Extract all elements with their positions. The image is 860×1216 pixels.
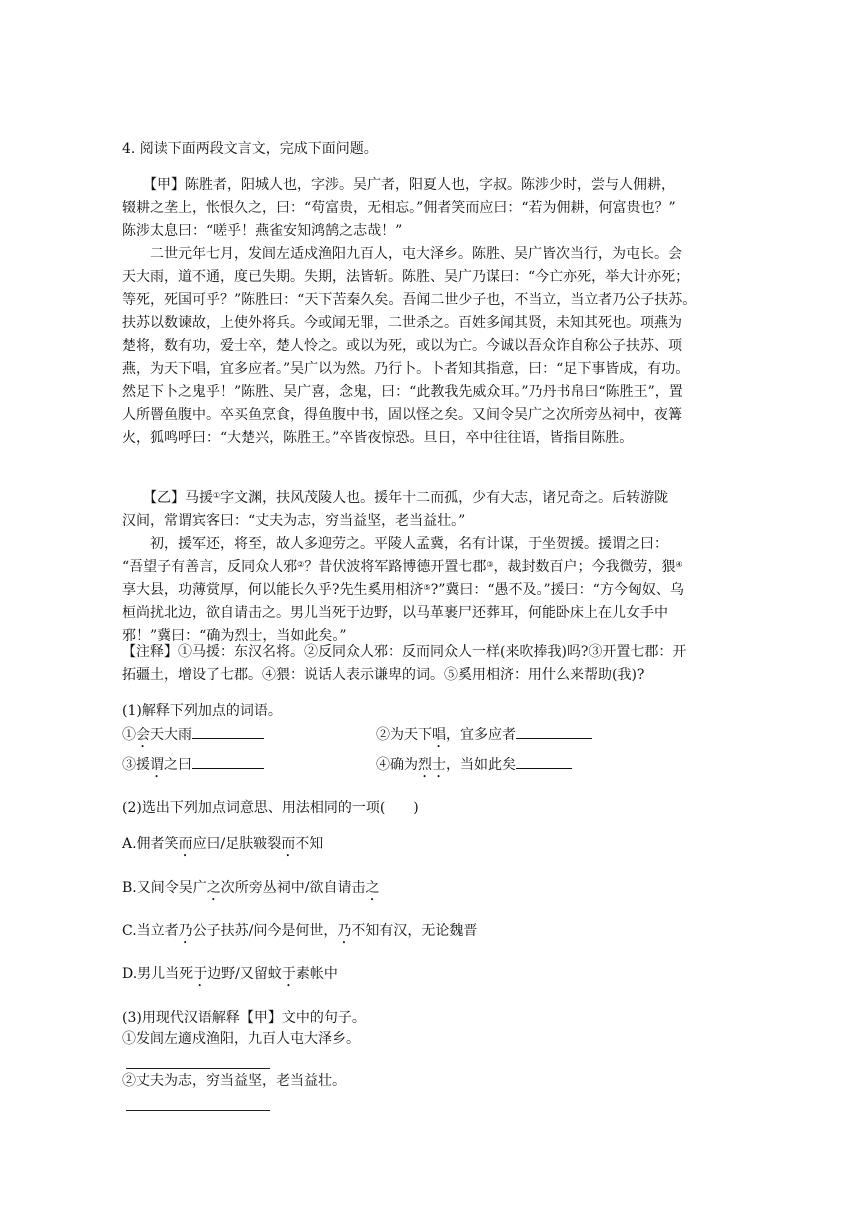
answer-line[interactable] xyxy=(126,1068,270,1069)
note-line: 【注释】①马援：东汉名将。②反同众人邪：反而同众人一样(来吹捧我)吗?③开置七郡：开 xyxy=(122,644,687,660)
question-title: 4. 阅读下面两段文言文，完成下面问题。 xyxy=(122,141,378,157)
passage-line: 桓尚扰北边，欲自请击之。男儿当死于边野，以马革裹尸还葬耳，何能卧床上在儿女手中 xyxy=(122,605,668,621)
answer-blank[interactable] xyxy=(516,754,572,769)
q2-title: (2)选出下列加点词意思、用法相同的一项( ) xyxy=(122,800,419,816)
passage-line: 汉间，常谓宾客曰：“丈夫为志，穷当益坚，老当益壮。” xyxy=(122,513,466,529)
q1-row-1 xyxy=(122,724,742,747)
dotted-word: 于 xyxy=(281,966,296,982)
note-line: 拓疆土，增设了七郡。④猥：说话人表示谦卑的词。⑤奚用相济：用什么来帮助(我)? xyxy=(122,667,645,683)
q3-title: (3)用现代汉语解释【甲】文中的句子。 xyxy=(122,1010,366,1026)
dotted-word: 烈士 xyxy=(418,757,446,773)
passage-line: 【乙】马援①字文渊，扶风茂陵人也。援年十二而孤，少有大志，诸兄奇之。后转游陇 xyxy=(122,490,669,506)
passage-line: 火，狐鸣呼曰：“大楚兴，陈胜王。”卒皆夜惊恐。旦日，卒中往往语，皆指目陈胜。 xyxy=(122,430,634,446)
q2-option-b[interactable]: B.又间令吴广之次所旁丛祠中/欲自请击之 xyxy=(122,880,380,896)
q1-item-c: ③援谓之曰 xyxy=(122,757,264,773)
annotation-notes xyxy=(122,641,752,687)
answer-blank[interactable] xyxy=(516,724,592,739)
q3-sentence-2: ②丈夫为志，穷当益坚，老当益壮。 xyxy=(122,1073,346,1089)
dotted-word: 唱 xyxy=(432,727,446,743)
q2-option-a[interactable]: A.佣者笑而应曰/足肤皲裂而不知 xyxy=(122,836,324,852)
answer-blank[interactable] xyxy=(192,724,264,739)
footnote-mark: ② xyxy=(297,560,305,569)
footnote-mark: ⑤ xyxy=(423,583,431,592)
dotted-word: 而 xyxy=(281,836,296,852)
passage-line: 辍耕之垄上，怅恨久之，曰：“苟富贵，无相忘。”佣者笑而应曰：“若为佣耕，何富贵也？” xyxy=(122,200,676,216)
dotted-word: 于 xyxy=(193,966,208,982)
passage-line: 人所罾鱼腹中。卒买鱼烹食，得鱼腹中书，固以怪之矣。又间令吴广之次所旁丛祠中，夜篝 xyxy=(122,407,682,423)
dotted-word: 之 xyxy=(206,880,221,896)
footnote-mark: ① xyxy=(213,491,221,500)
passage-line: 陈涉太息曰：“嗟乎！燕雀安知鸿鹄之志哉！” xyxy=(122,223,403,239)
passage-line: 燕，为天下唱，宜多应者。”吴广以为然。乃行卜。卜者知其指意，曰：“足下事皆成，有功。 xyxy=(122,361,690,377)
dotted-word: 会 xyxy=(136,727,150,743)
q1-item-d: ④确为烈士，当如此矣 xyxy=(376,754,572,781)
dotted-word: 乃 xyxy=(337,923,352,939)
passage-yi xyxy=(122,487,742,648)
q1-item-b: ②为天下唱，宜多应者 xyxy=(376,724,592,751)
q1-title: (1)解释下列加点的词语。 xyxy=(122,703,282,719)
dotted-word: 而 xyxy=(178,836,193,852)
dotted-word: 谓 xyxy=(150,757,164,773)
passage-jia xyxy=(122,174,742,450)
passage-line: 邪！”冀曰：“确为烈士，当如此矣。” xyxy=(122,628,347,644)
q2-option-c[interactable]: C.当立者乃公子扶苏/问今是何世，乃不知有汉，无论魏晋 xyxy=(122,923,478,939)
passage-line: “吾望子有善言，反同众人邪②？昔伏波将军路博德开置七郡③，裁封数百户；今我微劳，猥④ xyxy=(122,559,683,575)
passage-line: 享大县，功薄赏厚，何以能长久乎?先生奚用相济⑤?”冀曰：“愚不及。”援曰：“方今匈奴、乌 xyxy=(122,582,684,598)
passage-line: 等死，死国可乎？”陈胜曰：“天下苦秦久矣。吾闻二世少子也，不当立，当立者乃公子扶苏。 xyxy=(122,292,697,308)
q1-row-2 xyxy=(122,754,742,777)
footnote-mark: ③ xyxy=(486,560,494,569)
answer-line[interactable] xyxy=(126,1110,270,1111)
passage-line: 楚将，数有功，爱士卒，楚人怜之。或以为死，或以为亡。今诚以吾众诈自称公子扶苏、项 xyxy=(122,338,682,354)
passage-line: 然足下卜之鬼乎！”陈胜、吴广喜，念鬼，曰：“此教我先威众耳。”乃丹书帛曰“陈胜王”，置 xyxy=(122,384,683,400)
answer-blank[interactable] xyxy=(192,754,264,769)
passage-line: 二世元年七月，发闾左适戍渔阳九百人，屯大泽乡。陈胜、吴广皆次当行，为屯长。会 xyxy=(122,246,682,262)
dotted-word: 乃 xyxy=(178,923,193,939)
q2-option-d[interactable]: D.男儿当死于边野/又留蚊于素帐中 xyxy=(122,966,338,982)
passage-line: 扶苏以数谏故，上使外将兵。今或闻无罪，二世杀之。百姓多闻其贤，未知其死也。项燕为 xyxy=(122,315,682,331)
footnote-mark: ④ xyxy=(675,560,683,569)
q3-sentence-1: ①发闾左適戍渔阳，九百人屯大泽乡。 xyxy=(122,1031,360,1047)
passage-line: 初，援军还，将至，故人多迎劳之。平陵人孟冀，名有计谋，于坐贺援。援谓之曰： xyxy=(122,536,668,552)
passage-line: 【甲】陈胜者，阳城人也，字涉。吴广者，阳夏人也，字叔。陈涉少时，尝与人佣耕， xyxy=(122,177,675,193)
dotted-word: 之 xyxy=(365,880,380,896)
q1-item-a: ①会天大雨 xyxy=(122,727,264,743)
passage-line: 天大雨，道不通，度已失期。失期，法皆斩。陈胜、吴广乃谋曰：“今亡亦死，举大计亦死； xyxy=(122,269,690,285)
